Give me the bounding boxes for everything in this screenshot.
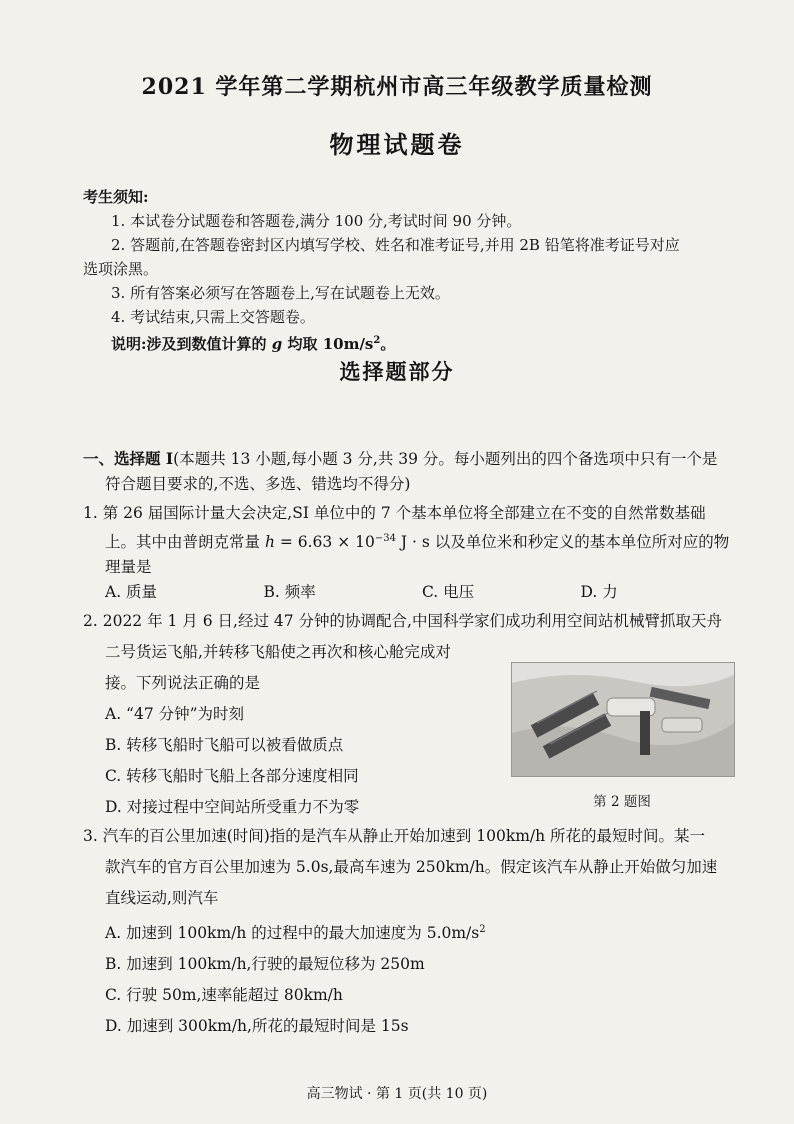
candidate-notice bbox=[83, 185, 743, 356]
question-1-line-1: 1. 第 26 届国际计量大会决定,SI 单位中的 7 个基本单位将全部建立在不变的自然常数基础 bbox=[83, 504, 706, 522]
q3-option-c: C. 行驶 50m,速率能超过 80km/h bbox=[105, 986, 343, 1005]
calculation-note: 说明:涉及到数值计算的 g 均取 $10m/s^2$。 bbox=[111, 335, 396, 353]
notice-item-1: 1. 本试卷分试题卷和答题卷,满分 100 分,考试时间 90 分钟。 bbox=[111, 212, 522, 230]
notice-item-2-cont: 选项涂黑。 bbox=[83, 260, 159, 278]
figure-caption: 第 2 题图 bbox=[593, 794, 651, 810]
notice-item-3: 3. 所有答案必须写在答题卷上,写在试题卷上无效。 bbox=[111, 284, 450, 302]
notice-item-4: 4. 考试结束,只需上交答题卷。 bbox=[111, 308, 315, 326]
exam-title: 2021 学年第二学期杭州市高三年级教学质量检测 bbox=[141, 74, 653, 100]
q1-option-b: B. 频率 bbox=[263, 583, 316, 602]
question-2-line-2: 二号货运飞船,并转移飞船使之再次和核心舱完成对 bbox=[105, 643, 451, 662]
q2-option-c: C. 转移飞船时飞船上各部分速度相同 bbox=[105, 767, 359, 786]
question-3-line-1: 3. 汽车的百公里加速(时间)指的是汽车从静止开始加速到 100km/h 所花的最短时间。某一 bbox=[83, 827, 706, 846]
question-1-line-2: 上。其中由普朗克常量 $h = 6.63 \times 10^{-34}$ J · s 以及单位米和秒定义的基本单位所对应的物 bbox=[105, 533, 730, 552]
space-station-illustration bbox=[512, 663, 734, 776]
question-2-line-3: 接。下列说法正确的是 bbox=[105, 674, 261, 693]
section-title: 选择题部分 bbox=[339, 359, 455, 384]
question-2-line-1: 2. 2022 年 1 月 6 日,经过 47 分钟的协调配合,中国科学家们成功利用空间站机械臂抓取天舟 bbox=[83, 612, 722, 631]
notice-item-2: 2. 答题前,在答题卷密封区内填写学校、姓名和准考证号,并用 2B 铅笔将准考证号对应 bbox=[111, 236, 680, 254]
q1-option-d: D. 力 bbox=[580, 583, 618, 602]
space-station-photo bbox=[511, 662, 735, 777]
part-instructions-cont: 符合题目要求的,不选、多选、错选均不得分) bbox=[105, 475, 411, 493]
part-instructions: 一、选择题 Ⅰ(本题共 13 小题,每小题 3 分,共 39 分。每小题列出的四个备选项中只有一个是 bbox=[83, 449, 718, 468]
question-1-line-3: 理量是 bbox=[105, 558, 152, 577]
page-footer: 高三物试 · 第 1 页(共 10 页) bbox=[306, 1086, 488, 1102]
q2-option-b: B. 转移飞船时飞船可以被看做质点 bbox=[105, 736, 344, 755]
q1-option-c: C. 电压 bbox=[422, 583, 475, 602]
q1-option-a: A. 质量 bbox=[105, 583, 158, 602]
paper-subtitle: 物理试题卷 bbox=[329, 130, 465, 159]
notice-heading: 考生须知: bbox=[83, 188, 149, 206]
q3-option-a: A. 加速到 100km/h 的过程中的最大加速度为 $5.0m/s^2$ bbox=[105, 924, 486, 943]
question-1-options bbox=[83, 580, 739, 605]
q3-option-d: D. 加速到 300km/h,所花的最短时间是 15s bbox=[105, 1017, 409, 1036]
question-3-line-3: 直线运动,则汽车 bbox=[105, 889, 219, 908]
q3-option-b: B. 加速到 100km/h,行驶的最短位移为 250m bbox=[105, 955, 425, 974]
question-3-line-2: 款汽车的官方百公里加速为 5.0s,最高车速为 250km/h。假定该汽车从静止开始做匀加速 bbox=[105, 858, 718, 877]
q2-option-a: A. “47 分钟”为时刻 bbox=[105, 705, 245, 724]
q2-option-d: D. 对接过程中空间站所受重力不为零 bbox=[105, 798, 360, 817]
